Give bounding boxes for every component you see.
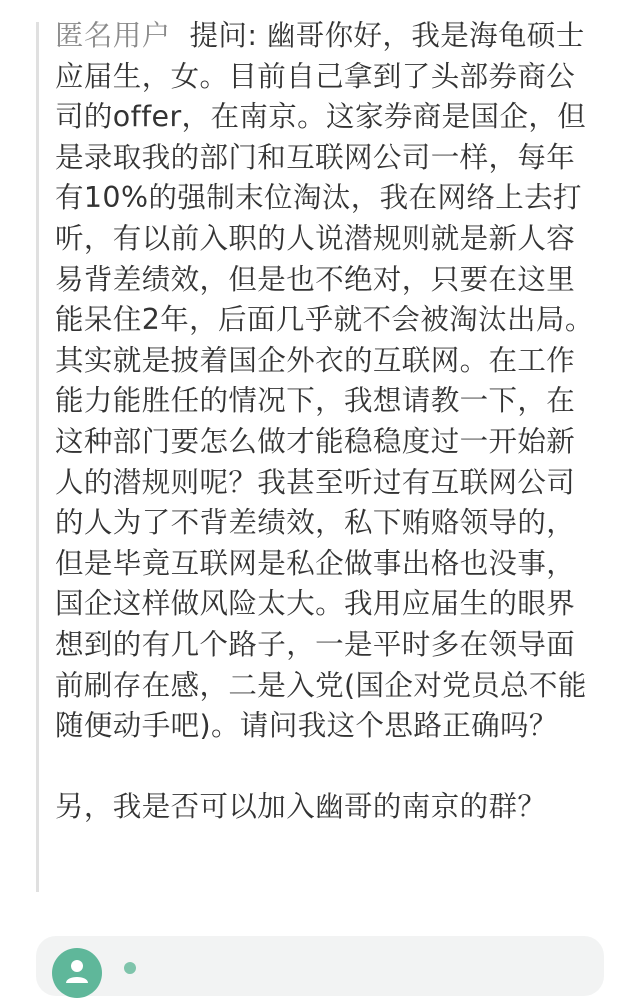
question-line: 易背差绩效，但是也不绝对，只要在这里 (55, 262, 576, 296)
question-line: 前刷存在感，二是入党(国企对党员总不能 (55, 668, 587, 702)
question-line: 其实就是披着国企外衣的互联网。在工作 (55, 343, 576, 377)
question-line: 的人为了不背差绩效，私下贿赂领导的， (55, 506, 576, 540)
quote-border (36, 22, 39, 892)
answer-card[interactable] (36, 936, 604, 996)
status-dot (124, 962, 136, 974)
paragraph-gap (55, 747, 630, 788)
question-line: 这种部门要怎么做才能稳稳度过一开始新 (55, 424, 576, 458)
question-line: 人的潜规则呢？我甚至听过有互联网公司 (55, 465, 576, 499)
question-line: 国企这样做风险太大。我用应届生的眼界 (55, 587, 576, 621)
question-line: 想到的有几个路子，一是平时多在领导面 (55, 627, 576, 661)
question-line: 应届生，女。目前自己拿到了头部券商公 (55, 59, 576, 93)
question-line: 听，有以前入职的人说潜规则就是新人容 (55, 221, 576, 255)
answer-avatar[interactable] (52, 948, 102, 998)
question-line: 随便动手吧)。请问我这个思路正确吗？ (55, 709, 558, 743)
user-avatar-icon (64, 957, 90, 983)
question-line: 但是毕竟互联网是私企做事出格也没事， (55, 546, 576, 580)
author-name[interactable]: 匿名用户 (55, 19, 171, 52)
question-line: 司的offer，在南京。这家券商是国企，但 (55, 100, 587, 134)
question-first-line (55, 16, 630, 57)
question-line: 幽哥你好，我是海龟硕士 (266, 19, 585, 52)
question-line: 有10%的强制末位淘汰，我在网络上去打 (55, 181, 582, 215)
question-line: 是录取我的部门和互联网公司一样，每年 (55, 140, 576, 174)
question-line: 能力能胜任的情况下，我想请教一下，在 (55, 384, 576, 418)
question-prefix: 提问: (189, 19, 258, 52)
question-line: 能呆住2年，后面几乎就不会被淘汰出局。 (55, 303, 594, 337)
question-quote (55, 16, 630, 828)
question-followup: 另，我是否可以加入幽哥的南京的群？ (55, 790, 547, 824)
